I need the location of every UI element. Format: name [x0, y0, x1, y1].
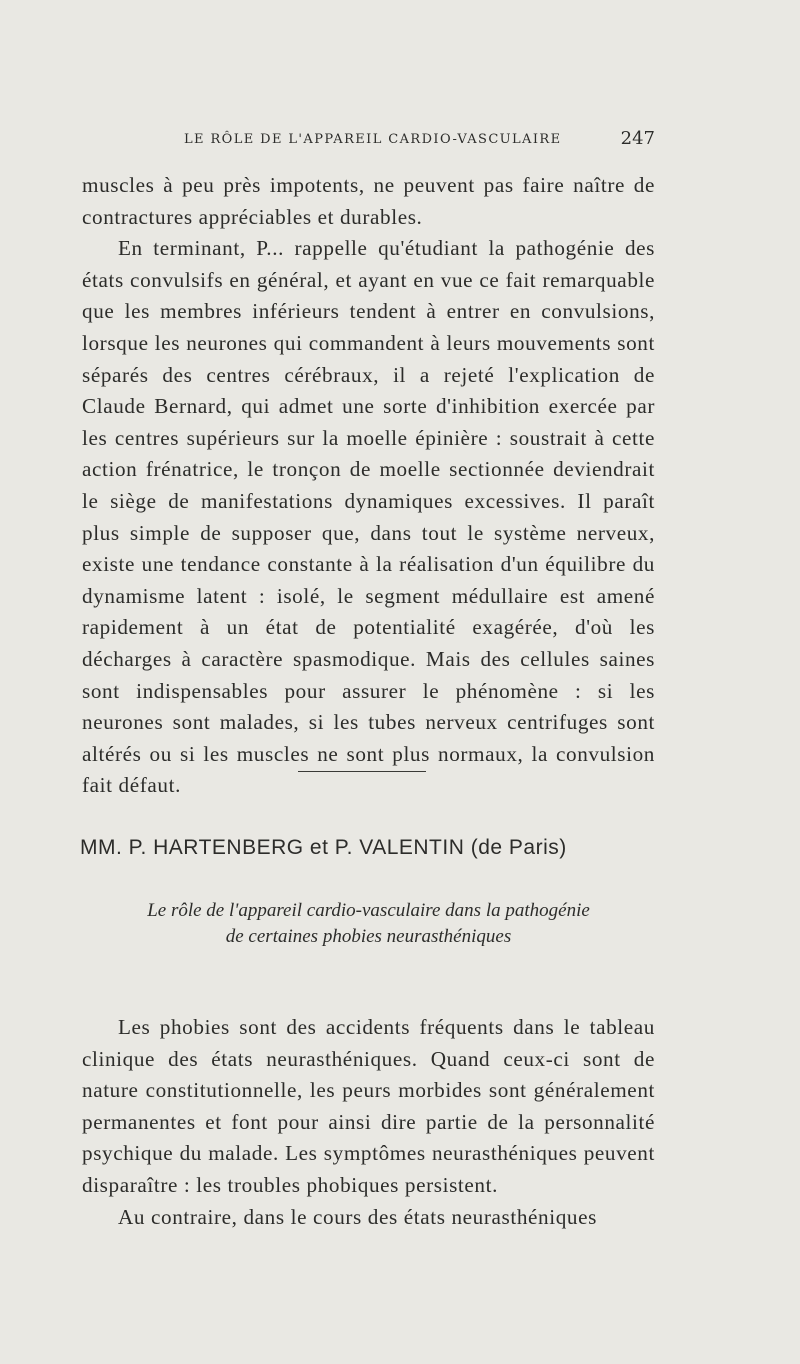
- article-authors: MM. P. HARTENBERG et P. VALENTIN (de Paris): [80, 836, 567, 859]
- paragraph: muscles à peu près impotents, ne peuvent pas faire naître de contractures appréciables et durables.: [82, 173, 655, 229]
- article-title-line: Le rôle de l'appareil cardio-vasculaire dans la pathogénie: [147, 900, 590, 921]
- paragraph: En terminant, P... rappelle qu'étudiant la pathogénie des états convulsifs en général, et ayant en vue ce fait remarquable que les membres inférieurs tendent à entrer en convulsions, lorsque les neurones qui commandent à leurs mouvements sont séparés des centres cérébraux, il a rejeté l'explication de Claude Bernard, qui admet une sorte d'inhibition exercée par les centres supérieurs sur la moelle épinière : soustrait à cette action frénatrice, le tronçon de moelle sectionnée deviendrait le siège de manifestations dynamiques excessives. Il paraît plus simple de supposer que, dans tout le système nerveux, existe une tendance constante à la réalisation d'un équilibre du dynamisme latent : isolé, le segment médullaire est amené rapidement à un état de potentialité exagérée, d'où les décharges à caractère spasmodique. Mais des cellules saines sont indispensables pour assurer le phénomène : si les neurones sont malades, si les tubes nerveux centrifuges sont altérés ou si les muscles ne sont plus normaux, la convulsion fait défaut.: [82, 236, 655, 798]
- running-title: LE RÔLE DE L'APPAREIL CARDIO-VASCULAIRE: [184, 132, 562, 147]
- text-section-2: [82, 1012, 655, 1233]
- text-section-1: [82, 170, 655, 802]
- article-title: [82, 898, 655, 950]
- page-number: 247: [620, 128, 655, 149]
- paragraph: Au contraire, dans le cours des états neurasthéniques: [118, 1204, 597, 1229]
- paragraph: Les phobies sont des accidents fréquents dans le tableau clinique des états neurasthéniques. Quand ceux-ci sont de nature constitutionnelle, les peurs morbides sont généralement permanentes et font pour ainsi dire partie de la personnalité psychique du malade. Les symptômes neurasthéniques peuvent disparaître : les troubles phobiques persistent.: [82, 1015, 655, 1197]
- article-title-line: de certaines phobies neurasthéniques: [225, 926, 512, 947]
- section-divider: [298, 771, 426, 772]
